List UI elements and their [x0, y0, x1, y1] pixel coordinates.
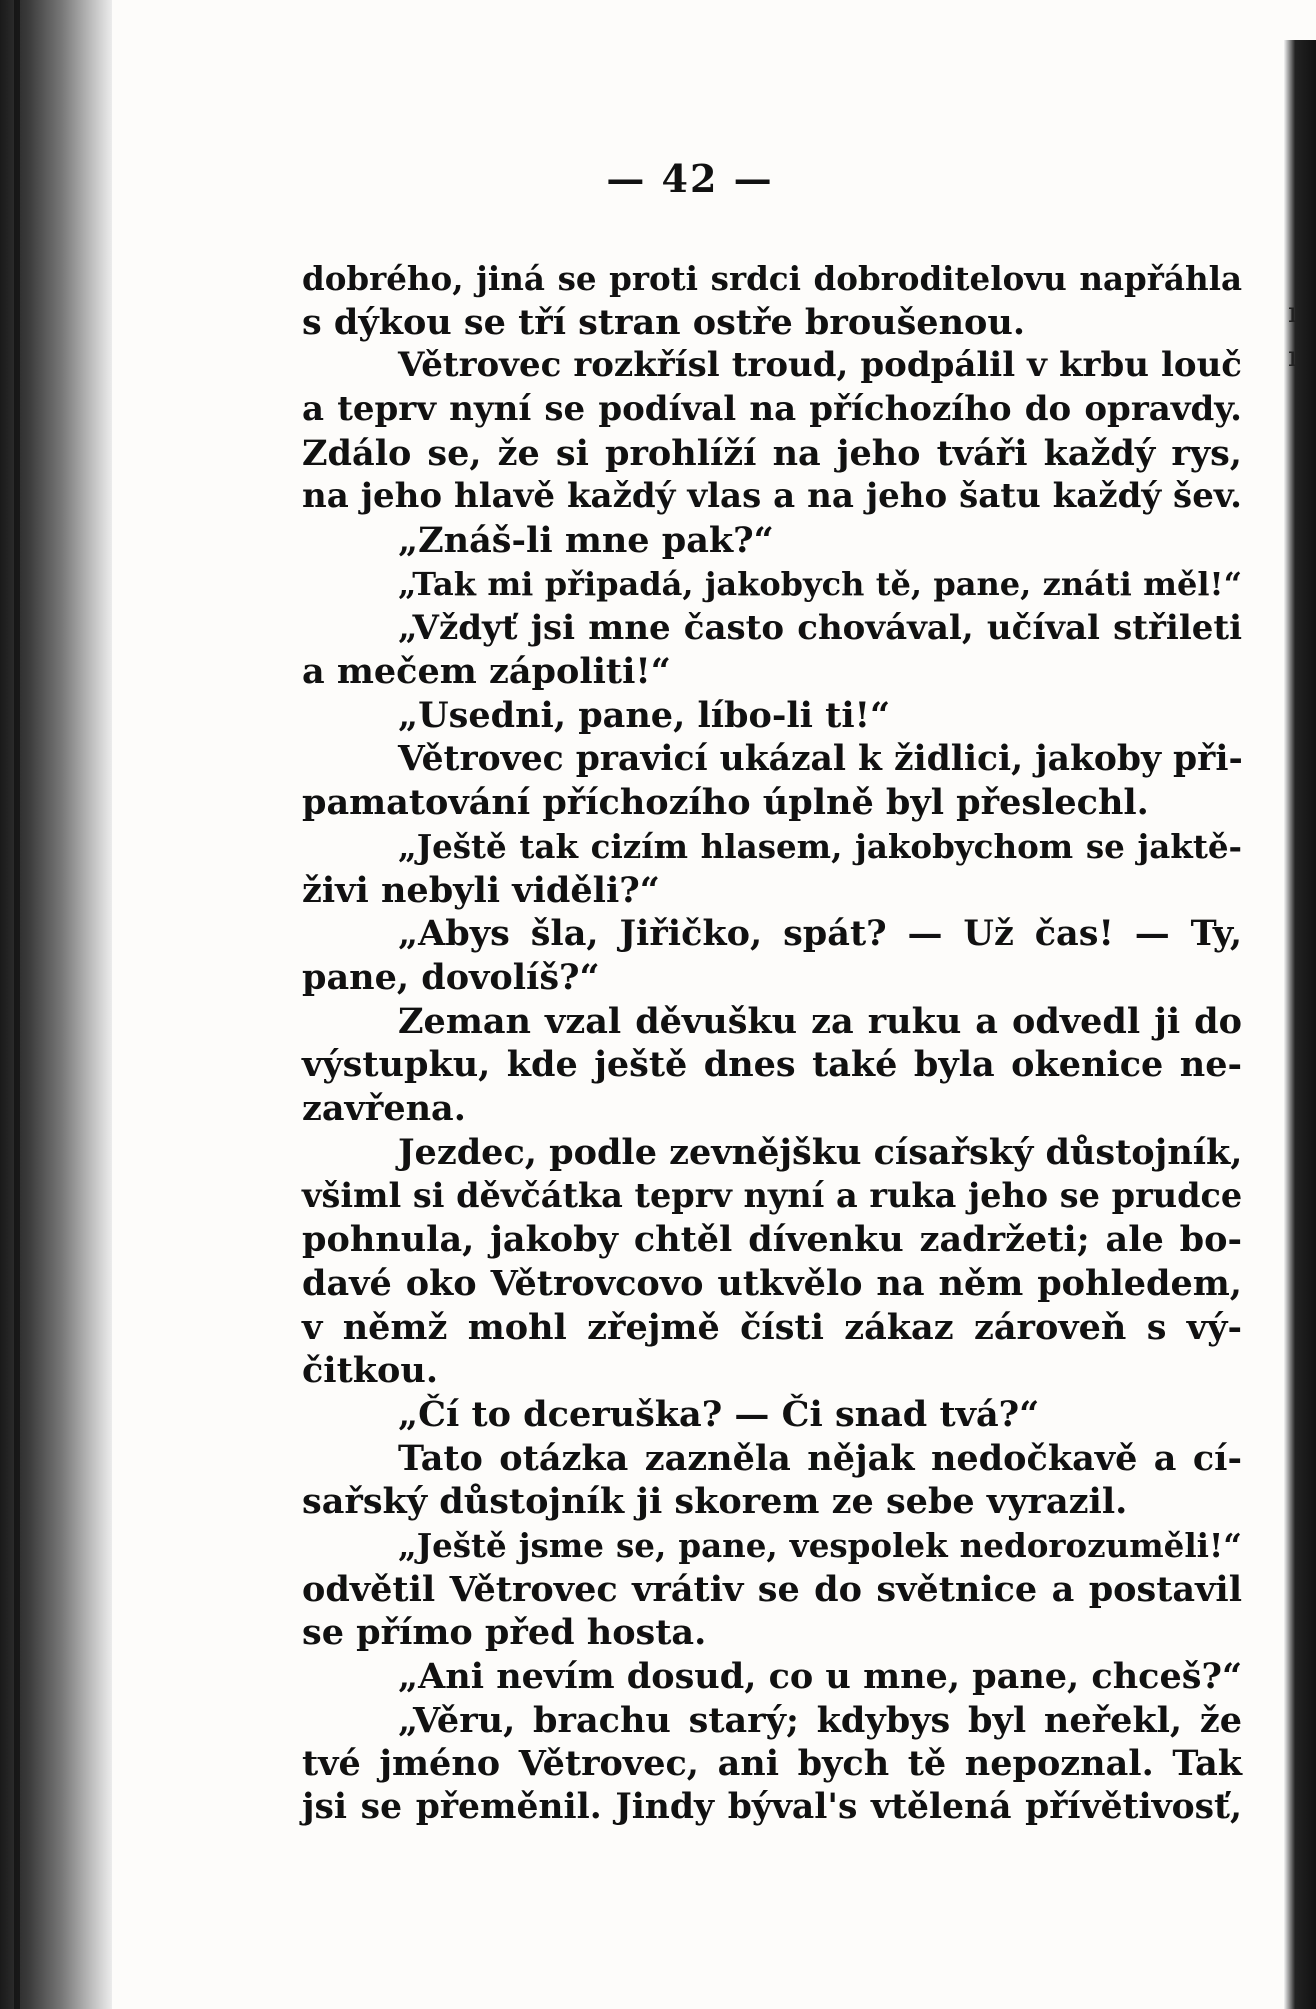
text-line: odvětil Větrovec vrátiv se do světnice a postavil [302, 1568, 1242, 1610]
text-line: „Ani nevím dosud, co u mne, pane, chceš?“ [398, 1656, 1243, 1697]
text-line: zavřena. [302, 1088, 466, 1130]
text-line: tvé jméno Větrovec, ani bych tě nepoznal. Tak [302, 1743, 1242, 1785]
text-line: se přímo před hosta. [302, 1612, 707, 1654]
text-line: „Tak mi připadá, jakobych tě, pane, znáti měl!“ [398, 564, 1242, 603]
text-line: jsi se přeměnil. Jindy býval's vtělená přívětivosť, [302, 1787, 1242, 1828]
text-line: sařský důstojník ji skorem ze sebe vyrazil. [302, 1481, 1128, 1523]
text-line: na jeho hlavě každý vlas a na jeho šatu každý šev. [302, 476, 1242, 517]
text-line: pamatování příchozího úplně byl přeslechl. [302, 782, 1149, 824]
text-line: „Věru, brachu starý; kdybys byl neřekl, že [398, 1699, 1242, 1741]
text-line: davé oko Větrovcovo utkvělo na něm pohledem, [302, 1262, 1242, 1304]
edge-mark: ı [1288, 340, 1297, 373]
text-line: „Vždyť jsi mne často chovával, učíval střileti [398, 607, 1242, 648]
text-line: Jezdec, podle zevnějšku císařský důstojník, [398, 1131, 1243, 1173]
text-line: „Usedni, pane, líbo-li ti!“ [398, 694, 891, 736]
body-text [302, 257, 1242, 1830]
text-line: v němž mohl zřejmě čísti zákaz zároveň s vý- [302, 1306, 1242, 1348]
text-line: „Čí to dceruška? — Či snad tvá?“ [398, 1393, 1040, 1435]
text-line: Zeman vzal děvušku za ruku a odvedl ji do [398, 1000, 1242, 1042]
text-line: všiml si děvčátka teprv nyní a ruka jeho se prudce [302, 1176, 1243, 1216]
text-line: Větrovec rozkřísl troud, podpálil v krbu louč [398, 345, 1242, 386]
text-line: čitkou. [302, 1350, 439, 1392]
scan-gutter-right [1284, 40, 1316, 2009]
text-line: „Ještě tak cizím hlasem, jakobychom se jaktě- [398, 826, 1242, 866]
text-line: výstupku, kde ještě dnes také byla okenice ne- [302, 1044, 1242, 1086]
text-line: a mečem zápoliti!“ [302, 651, 671, 693]
scan-gutter-left [0, 0, 112, 2009]
page-number: — 42 — [606, 156, 774, 201]
text-line: „Znáš-li mne pak?“ [398, 520, 774, 562]
text-line: Zdálo se, že si prohlíží na jeho tváři každý rys, [302, 432, 1242, 474]
text-line: Větrovec pravicí ukázal k židlici, jakoby při- [398, 738, 1243, 779]
text-line: Tato otázka zazněla nějak nedočkavě a cí- [398, 1437, 1242, 1479]
text-line: „Ještě jsme se, pane, vespolek nedorozuměli!“ [398, 1525, 1242, 1565]
text-line: s dýkou se tří stran ostře broušenou. [302, 301, 1026, 343]
text-line: „Abys šla, Jiřičko, spát? — Už čas! — Ty, [398, 913, 1242, 955]
text-line: dobrého, jiná se proti srdci dobroditelovu napřáhla [302, 259, 1242, 298]
edge-mark: ı [1288, 296, 1297, 329]
text-line: a teprv nyní se podíval na příchozího do opravdy. [302, 389, 1242, 430]
text-line: živi nebyli viděli?“ [302, 869, 660, 911]
text-line: pane, dovolíš?“ [302, 957, 600, 998]
text-line: pohnula, jakoby chtěl dívenku zadržeti; ale bo- [302, 1219, 1242, 1261]
